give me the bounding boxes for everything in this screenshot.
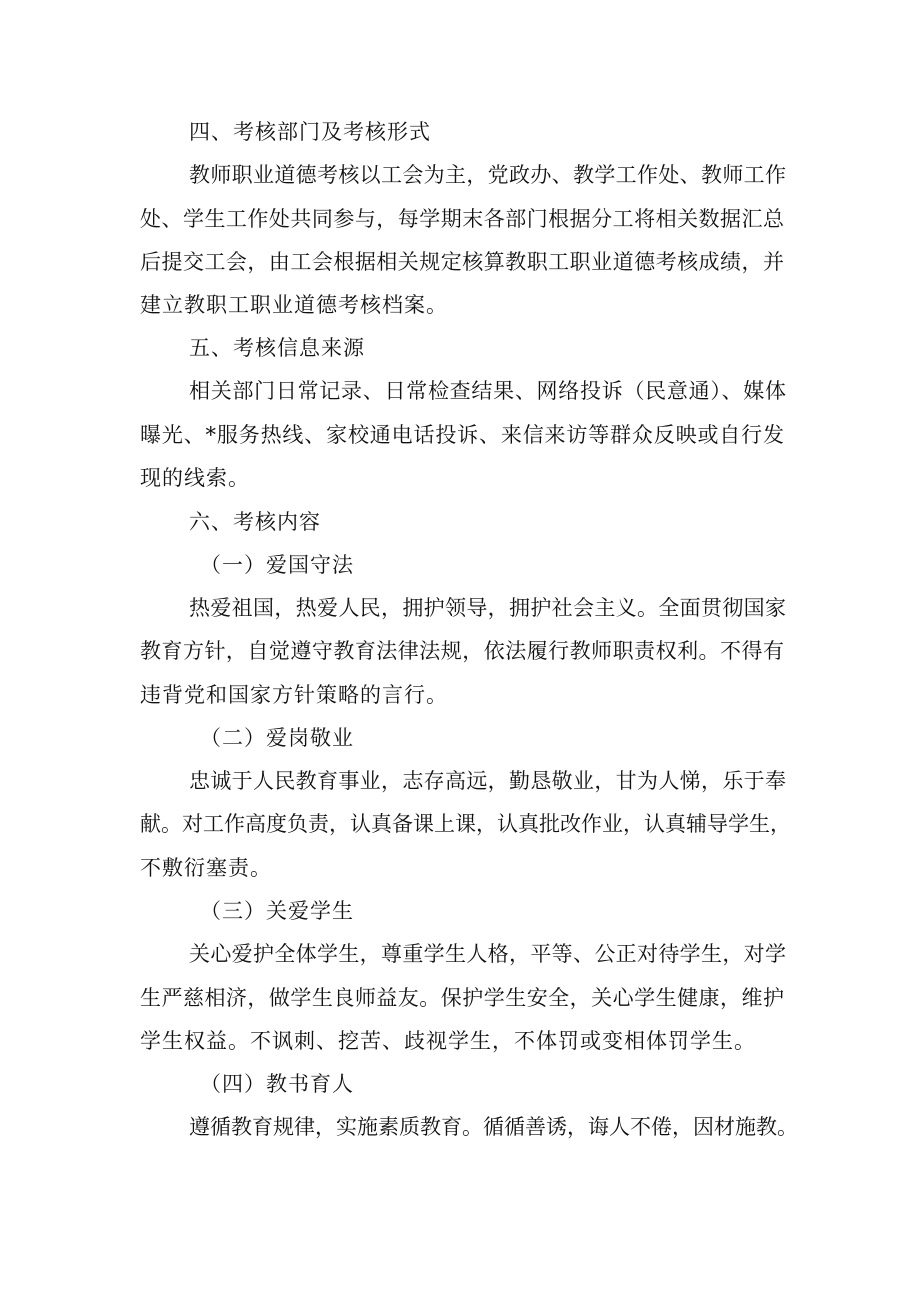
section-heading-5: 五、考核信息来源 xyxy=(189,336,365,360)
section-heading-4: 四、考核部门及考核形式 xyxy=(189,120,431,144)
subsection-heading-3: （三）关爱学生 xyxy=(200,899,354,923)
paragraph-line: 献。对工作高度负责，认真备课上课，认真批改作业，认真辅导学生， xyxy=(140,812,791,836)
subsection-heading-4: （四）教书育人 xyxy=(200,1072,354,1096)
paragraph-line: 处、学生工作处共同参与，每学期末各部门根据分工将相关数据汇总 xyxy=(140,207,784,231)
paragraph-line: 不敷衍塞责。 xyxy=(140,856,272,880)
paragraph-line: 曝光、*服务热线、家校通电话投诉、来信来访等群众反映或自行发 xyxy=(140,423,784,447)
section-heading-6: 六、考核内容 xyxy=(189,510,321,534)
paragraph-line: 遵循教育规律，实施素质教育。循循善诱，诲人不倦，因材施教。 xyxy=(189,1115,798,1139)
paragraph-line: 生严慈相济，做学生良师益友。保护学生安全，关心学生健康，维护 xyxy=(140,986,784,1010)
paragraph-line: 违背党和国家方针策略的言行。 xyxy=(140,683,448,707)
paragraph-line: 教育方针，自觉遵守教育法律法规，依法履行教师职责权利。不得有 xyxy=(140,639,784,663)
paragraph-line: 学生权益。不讽刺、挖苦、歧视学生，不体罚或变相体罚学生。 xyxy=(140,1029,756,1053)
paragraph-line: 教师职业道德考核以工会为主，党政办、教学工作处、教师工作 xyxy=(189,163,786,187)
subsection-heading-1: （一）爱国守法 xyxy=(200,553,354,577)
paragraph-line: 现的线索。 xyxy=(140,466,250,490)
paragraph-line: 后提交工会，由工会根据相关规定核算教职工职业道德考核成绩，并 xyxy=(140,250,784,274)
paragraph-line: 忠诚于人民教育事业，志存高远，勤恳敬业，甘为人悌，乐于奉 xyxy=(189,769,786,793)
subsection-heading-2: （二）爱岗敬业 xyxy=(200,726,354,750)
paragraph-line: 热爱祖国，热爱人民，拥护领导，拥护社会主义。全面贯彻国家 xyxy=(189,596,786,620)
paragraph-line: 建立教职工职业道德考核档案。 xyxy=(140,293,448,317)
paragraph-line: 关心爱护全体学生，尊重学生人格，平等、公正对待学生，对学 xyxy=(189,942,786,966)
paragraph-line: 相关部门日常记录、日常检查结果、网络投诉（民意通）、媒体 xyxy=(189,379,786,403)
